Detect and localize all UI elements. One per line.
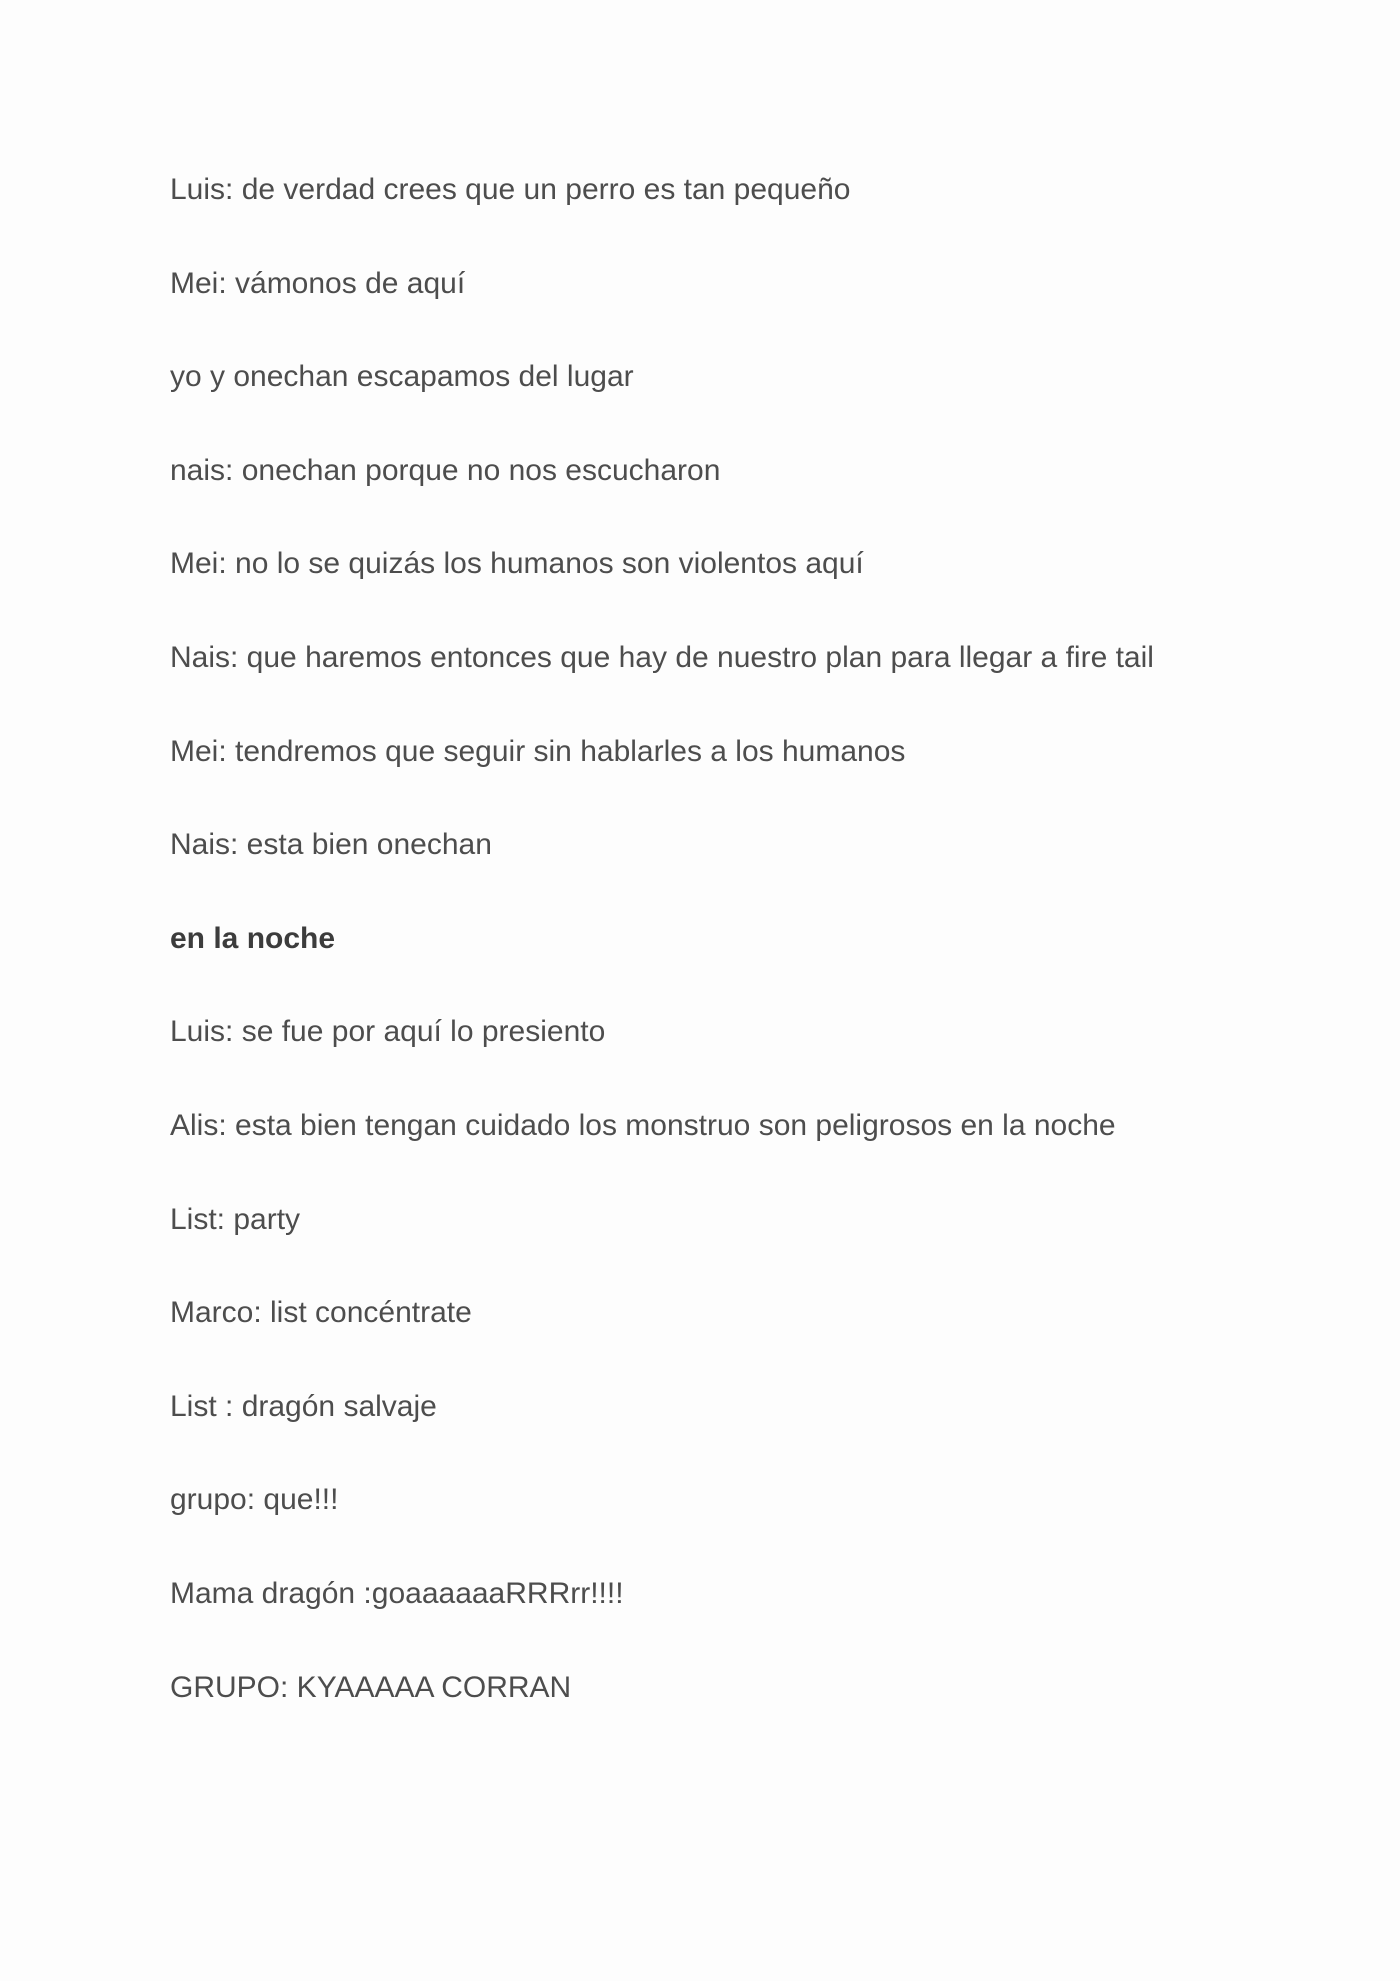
dialogue-line: List : dragón salvaje	[170, 1389, 437, 1423]
dialogue-line: Mama dragón :goaaaaaaRRRrr!!!!	[170, 1576, 624, 1610]
dialogue-line: Alis: esta bien tengan cuidado los monstruo son peligrosos en la noche	[170, 1108, 1116, 1142]
dialogue-line: Mei: vámonos de aquí	[170, 266, 466, 300]
dialogue-line: Mei: no lo se quizás los humanos son violentos aquí	[170, 547, 864, 581]
dialogue-line: Marco: list concéntrate	[170, 1296, 472, 1330]
dialogue-line: Luis: se fue por aquí lo presiento	[170, 1015, 606, 1049]
dialogue-line: GRUPO: KYAAAAA CORRAN	[170, 1670, 572, 1704]
dialogue-line: grupo: que!!!	[170, 1483, 339, 1517]
dialogue-lines	[170, 170, 1290, 1761]
dialogue-line: Luis: de verdad crees que un perro es tan pequeño	[170, 173, 851, 206]
dialogue-line: nais: onechan porque no nos escucharon	[170, 453, 721, 487]
dialogue-line: List: party	[170, 1202, 301, 1236]
scene-heading: en la noche	[170, 921, 336, 955]
dialogue-line: Nais: que haremos entonces que hay de nuestro plan para llegar a fire tail	[170, 640, 1154, 674]
dialogue-line: Nais: esta bien onechan	[170, 828, 492, 862]
narration-line: yo y onechan escapamos del lugar	[170, 360, 634, 394]
dialogue-line: Mei: tendremos que seguir sin hablarles a los humanos	[170, 734, 906, 768]
